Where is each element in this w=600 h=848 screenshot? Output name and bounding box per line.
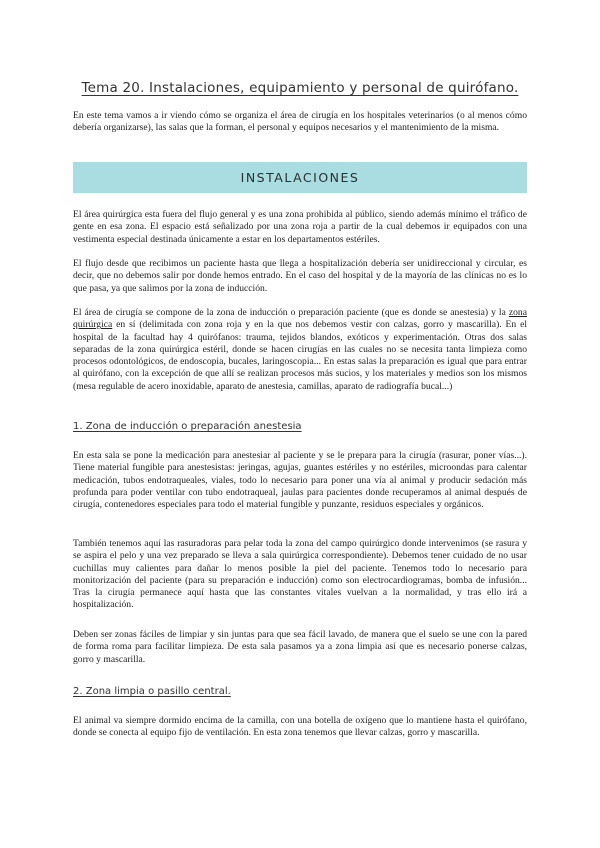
section-banner (73, 162, 527, 193)
paragraph-sala-induccion: En esta sala se pone la medicación para anestesiar al paciente y se le prepara para la cirugía (rasurar, poner vías...). Tiene material fungible para anestesistas: jeringas, agujas, guantes estériles y no estériles, microondas para calentar medicación, tubos endotraqueales, viales, todo lo necesario para poner una vía al animal y producir sedación más profunda para poder ventilar con tubo endotraqueal, jaulas para pacientes donde recuperamos al animal después de cirugía, contenedores especiales para todo el material fungible y punzante, residuos especiales y orgánicos. (73, 450, 527, 511)
paragraph-zona-limpia: El animal va siempre dormido encima de la camilla, con una botella de oxígeno que lo mantiene hasta el quirófano, donde se conecta al equipo fijo de ventilación. En esta zona tenemos que llevar calzas, gorro y mascarilla. (73, 715, 527, 739)
paragraph-area-quirurgica: El área quirúrgica esta fuera del flujo general y es una zona prohibida al público, siendo además mínimo el tráfico de gente en esa zona. El espacio está señalizado por una zona roja a partir de la cual debemos ir equipados con una vestimenta especial destinada únicamente a estar en los departamentos estériles. (73, 209, 527, 245)
paragraph-area-cirugia (73, 307, 527, 393)
p3-text-a: El área de cirugía se compone de la zona de inducción o preparación paciente (que es donde se anestesia) y la (73, 307, 509, 318)
section-heading-1 (73, 421, 527, 432)
zona-quirurgica-term: zona quirúrgica (73, 307, 527, 331)
page-title (0, 80, 600, 96)
p3-text-b: en sí (delimitada con zona roja y en la que nos debemos vestir con calzas, gorro y mascarilla). En el hospital de la facultad hay 4 quirófanos: trauma, tejidos blandos, exóticos y experimentación. Otras dos salas separadas de la zona quirúrgica estéril, donde se hacen cirugías en las cuales no se necesita tanta limpieza como procesos odontológicos, de endoscopia, bucales, laringoscopia... En estas salas la preparación es igual que para entrar al quirófano, con la excepción de que allí se realizan procesos más sucios, y los materiales y medios son los mismos (mesa regulable de acero inoxidable, aparato de anestesia, camillas, aparato de radiografía bucal...) (73, 319, 527, 392)
paragraph-limpieza: Deben ser zonas fáciles de limpiar y sin juntas para que sea fácil lavado, de manera que el suelo se une con la pared de forma roma para facilitar limpieza. De esta sala pasamos ya a zona limpia así que es necesario ponerse calzas, gorro y mascarilla. (73, 629, 527, 665)
section-heading-2-text: 2. Zona limpia o pasillo central. (73, 686, 231, 697)
section-banner-label: INSTALACIONES (240, 170, 360, 185)
paragraph-flujo: El flujo desde que recibimos un paciente hasta que llega a hospitalización debería ser unidireccional y circular, es decir, que no debemos salir por donde hemos entrado. En el caso del hospital y de la mayoría de las clínicas no es lo que pasa, ya que salimos por la zona de inducción. (73, 258, 527, 294)
intro-paragraph: En este tema vamos a ir viendo cómo se organiza el área de cirugía en los hospitales veterinarios (o al menos cómo debería organizarse), las salas que la forman, el personal y equipos necesarios y el mantenimiento de la misma. (73, 110, 527, 134)
section-heading-1-text: 1. Zona de inducción o preparación anestesia (73, 421, 302, 432)
page-title-text: Tema 20. Instalaciones, equipamiento y personal de quirófano. (81, 80, 519, 96)
section-heading-2 (73, 686, 527, 697)
paragraph-rasuradoras: También tenemos aquí las rasuradoras para pelar toda la zona del campo quirúrgico donde intervenimos (se rasura y se aspira el pelo y una vez preparado se lleva a sala quirúrgica correspondiente). Debemos tener cuidado de no usar cuchillas muy calientes para dañar lo menos posible la piel del paciente. Tenemos todo lo necesario para monitorización del paciente (para su preparación e inducción) como son electrocardiogramas, bomba de infusión... Tras la cirugía permanece aquí hasta que las constantes vitales vuelvan a la normalidad, y tras ello irá a hospitalización. (73, 538, 527, 611)
